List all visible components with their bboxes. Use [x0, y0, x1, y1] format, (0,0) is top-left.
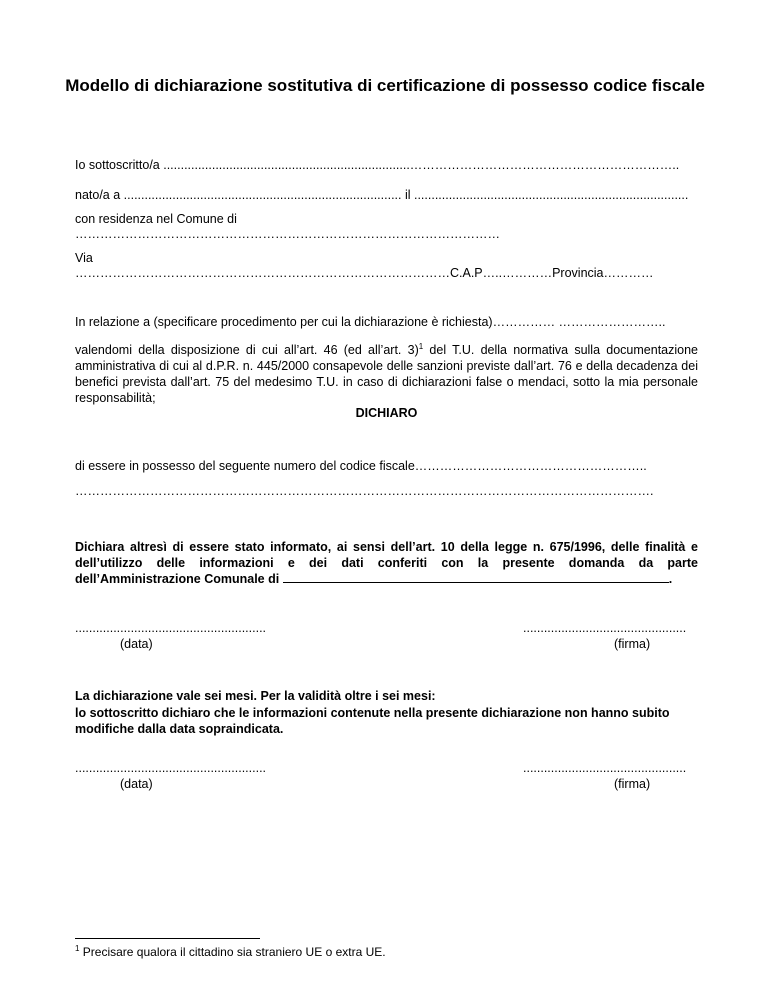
- validity-line1: La dichiarazione vale sei mesi. Per la validità oltre i sei mesi:: [75, 689, 436, 703]
- codice-fiscale-line2[interactable]: ………………………………………………………………………………………………………………………….: [75, 484, 654, 498]
- codice-fiscale-line1[interactable]: di essere in possesso del seguente numero del codice fiscale………………………………………………..: [75, 459, 647, 473]
- signature-dots[interactable]: ...............................................: [523, 621, 687, 635]
- signature-dots[interactable]: ...............................................: [523, 761, 687, 775]
- signature2-date: [75, 761, 267, 791]
- signature2-signature: [523, 761, 687, 791]
- paragraph-part2: del T.U. della normativa sulla documentazione amministrativa di cui al d.P.R. n. 445/2000 consapevole delle sanzioni previste dall’art. 76 e della decadenza dei benefici prevista dall’art. 75 del medesimo T.U. in caso di dichiarazioni false o mendaci, sotto la mia personale responsabilità;: [75, 343, 698, 405]
- sottoscritto-field[interactable]: Io sottoscritto/a .......................................................................………………………………………………………..: [75, 158, 680, 172]
- informato-text: Dichiara altresì di essere stato informato, ai sensi dell’art. 10 della legge n. 675/1996, delle finalità e dell’utilizzo delle informazioni e dei dati conferiti con la presente domanda da parte dell’Amministrazione Comunale di: [75, 540, 698, 586]
- date-label: (data): [120, 777, 153, 791]
- residenza-field[interactable]: …………………………………………………………………………………………: [75, 227, 500, 241]
- document-title: Modello di dichiarazione sostitutiva di certificazione di possesso codice fiscale: [65, 76, 705, 95]
- date-dots[interactable]: .......................................................: [75, 761, 267, 775]
- footnote-marker: 1: [75, 944, 80, 953]
- dichiaro-heading: DICHIARO: [355, 406, 418, 420]
- via-label: Via: [75, 251, 93, 265]
- nato-field[interactable]: nato/a a ................................................................................ il ...............................................................................: [75, 188, 689, 202]
- validity-line2: lo sottoscritto dichiaro che le informazioni contenute nella presente dichiarazione non hanno subito modifiche dalla data sopraindicata.: [75, 706, 670, 736]
- footnote: [75, 945, 386, 959]
- via-cap-provincia-field[interactable]: ………………………………………………………………………………C.A.P…..…………Provincia…………: [75, 266, 654, 280]
- informato-paragraph: [75, 539, 698, 587]
- relazione-field[interactable]: In relazione a (specificare procedimento per cui la dichiarazione è richiesta)…………… ……………………..: [75, 315, 666, 329]
- signature1-date: [75, 621, 267, 651]
- date-dots[interactable]: .......................................................: [75, 621, 267, 635]
- informato-end: .: [668, 572, 673, 586]
- signature-label: (firma): [614, 637, 651, 651]
- signature-label: (firma): [614, 777, 651, 791]
- footnote-text: Precisare qualora il cittadino sia straniero UE o extra UE.: [79, 945, 386, 959]
- footnote-reference: 1: [418, 341, 424, 351]
- date-label: (data): [120, 637, 153, 651]
- residenza-label: con residenza nel Comune di: [75, 212, 237, 226]
- declaration-paragraph: [75, 342, 698, 406]
- paragraph-part1: valendomi della disposizione di cui all’art. 46 (ed all’art. 3): [75, 343, 419, 357]
- signature1-signature: [523, 621, 687, 651]
- comune-field[interactable]: [283, 571, 669, 583]
- footnote-divider: [75, 938, 260, 939]
